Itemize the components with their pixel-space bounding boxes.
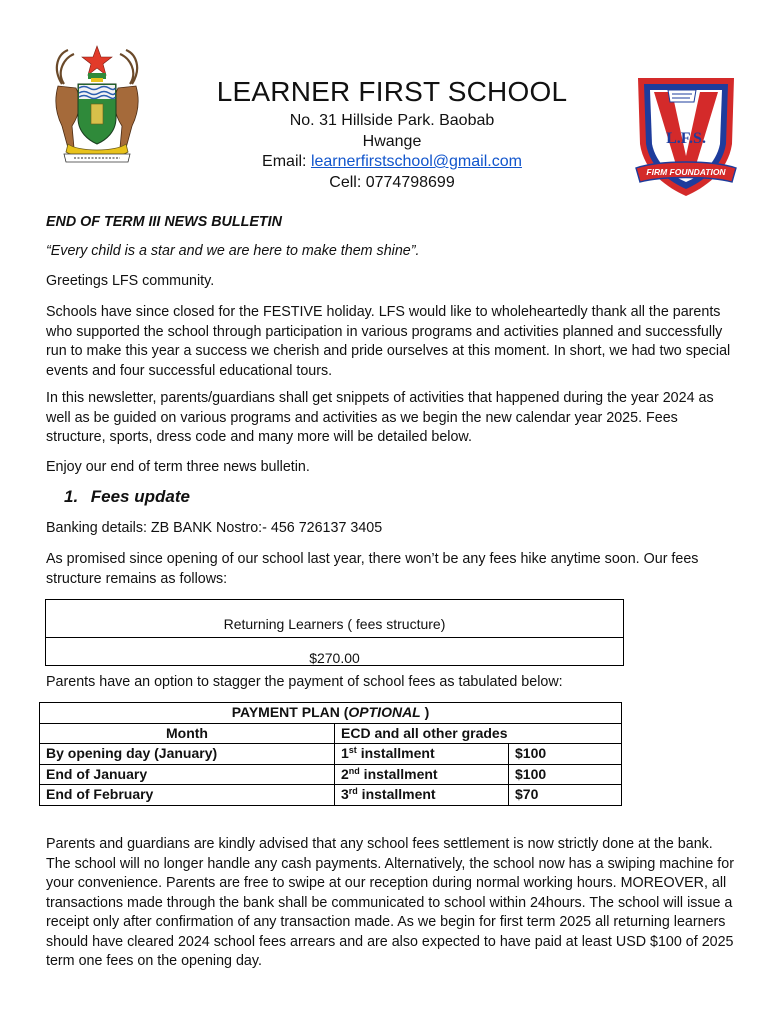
section-number: 1. xyxy=(64,487,79,506)
fees-intro: As promised since opening of our school last year, there won’t be any fees hike anytime soon. Our fees structure remains as follows: xyxy=(46,551,699,587)
installment-cell: 3rd installment xyxy=(335,785,509,806)
table-row xyxy=(40,785,622,806)
newsletter-paragraph: In this newsletter, parents/guardians shall get snippets of activities that happened during the year 2024 as well as be guided on various programs and activities as we begin the new calendar year 2025. Fees structure, sports, dress code and many more will be detailed below. xyxy=(46,390,714,445)
payment-plan-table xyxy=(39,702,622,806)
month-cell: By opening day (January) xyxy=(40,744,335,765)
lfs-school-logo xyxy=(632,72,740,198)
email-line xyxy=(150,153,634,171)
fees-settlement-paragraph: Parents and guardians are kindly advised that any school fees settlement is now strictly done at the bank. The school will no longer handle any cash payments. Alternatively, the school now has a swiping machine for your convenience. Parents are free to swipe at our reception during normal working hours. MOREOVER, all transactions made through the bank shall be communicated to school within 24hours. The school will issue a receipt only after confirmation of any transaction made. As we begin for first term 2025 all returning learners should have cleared 2024 school fees arrears and are also expected to have paid at least USD $100 of 2025 term one fees on the opening day. xyxy=(46,836,734,969)
amount-cell: $100 xyxy=(509,764,622,785)
amount-cell: $100 xyxy=(509,744,622,765)
table-row xyxy=(40,703,622,724)
column-header-month: Month xyxy=(40,723,335,744)
bulletin-heading: END OF TERM III NEWS BULLETIN xyxy=(46,214,282,230)
address-line-2: Hwange xyxy=(362,133,422,150)
greeting: Greetings LFS community. xyxy=(46,273,215,289)
banking-details: Banking details: ZB BANK Nostro:- 456 726137 3405 xyxy=(46,520,383,536)
stagger-note: Parents have an option to stagger the payment of school fees as tabulated below: xyxy=(46,674,563,690)
fees-structure-amount: $270.00 xyxy=(309,650,360,666)
fees-structure-label: Returning Learners ( fees structure) xyxy=(46,600,623,638)
cell-line: Cell: 0774798699 xyxy=(329,174,455,191)
email-label: Email: xyxy=(262,153,311,170)
fees-structure-table xyxy=(45,599,624,666)
coat-of-arms-emblem xyxy=(44,44,150,166)
school-name: LEARNER FIRST SCHOOL xyxy=(216,76,568,107)
email-link[interactable]: learnerfirstschool@gmail.com xyxy=(310,153,522,170)
column-header-grades: ECD and all other grades xyxy=(335,723,622,744)
month-cell: End of February xyxy=(40,785,335,806)
intro-paragraph: Schools have since closed for the FESTIVE holiday. LFS would like to wholeheartedly thank all the parents who supported the school through participation in various programs and activities planned and successfully run to make this year a success we cherish and pride ourselves at this moment. In short, we had two special events and four successful educational tours. xyxy=(46,304,731,379)
table-row xyxy=(40,744,622,765)
table-row xyxy=(40,723,622,744)
installment-cell: 1st installment xyxy=(335,744,509,765)
payment-plan-title: PAYMENT PLAN (OPTIONAL ) xyxy=(40,703,622,724)
fees-section-heading xyxy=(64,487,190,507)
table-row xyxy=(40,764,622,785)
school-motto: “Every child is a star and we are here to make them shine”. xyxy=(46,243,420,259)
logo-letters: L.F.S. xyxy=(666,130,706,147)
month-cell: End of January xyxy=(40,764,335,785)
section-title: Fees update xyxy=(90,487,190,506)
logo-banner: FIRM FOUNDATION xyxy=(646,167,726,177)
address-line-1: No. 31 Hillside Park. Baobab xyxy=(289,112,495,129)
enjoy-paragraph: Enjoy our end of term three news bulletin. xyxy=(46,459,310,475)
amount-cell: $70 xyxy=(509,785,622,806)
installment-cell: 2nd installment xyxy=(335,764,509,785)
